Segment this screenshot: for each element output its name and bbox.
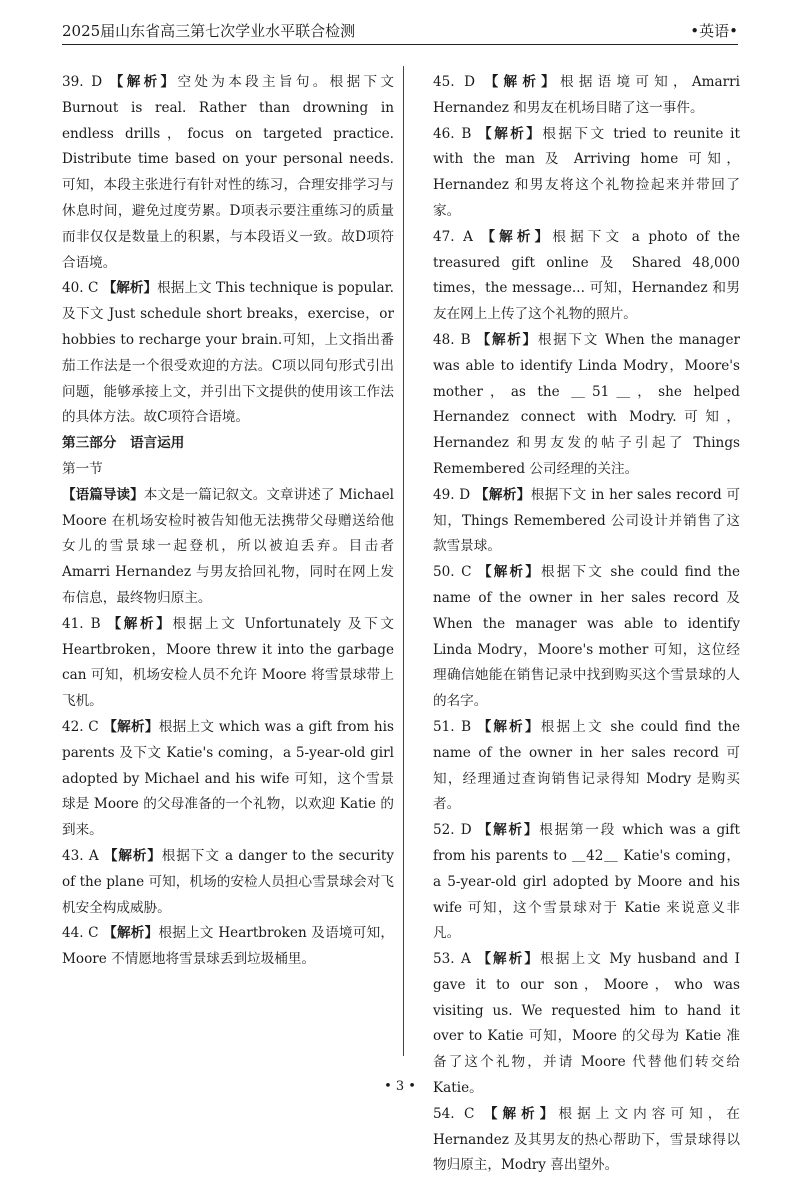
answer-entry-44: 44. C 【解析】根据上文 Heartbroken 及语境可知，Moore 不情愿地将雪景球丢到垃圾桶里。 (62, 925, 394, 968)
right-column (433, 70, 740, 1179)
column-divider (403, 66, 404, 1056)
answer-entry-47: 47. A 【解析】根据下文 a photo of the treasured gift online 及 Shared 48,000 times，the message... 可知，Hernandez 和男友在网上上传了这个礼物的照片。 (433, 228, 741, 323)
page-header (62, 18, 738, 45)
exam-title: 2025届山东省高三第七次学业水平联合检测 (62, 22, 356, 40)
answer-entry-39: 39. D 【解析】空处为本段主旨句。根据下文 Burnout is real. Rather than drowning in endless drills，focus on targeted practice. Distribute time based on your personal needs.可知，本段主张进行有针对性的练习，合理安排学习与休息时间，避免过度劳累。D项表示要注重练习的质量而非仅仅是数量上的积累，与本段语义一致。故D项符合语境。 (62, 74, 394, 271)
answer-entry-46: 46. B 【解析】根据下文 tried to reunite it with the man 及 Arriving home 可知，Hernandez 和男友将这个礼物捡起来并带回了家。 (433, 125, 740, 219)
answer-entry-43: 43. A 【解析】根据下文 a danger to the security of the plane 可知，机场的安检人员担心雪景球会对飞机安全构成威胁。 (62, 847, 394, 916)
answer-entry-41: 41. B 【解析】根据上文 Unfortunately 及下文 Heartbroken，Moore threw it into the garbage can 可知，机场安检人员不允许 Moore 将雪景球带上飞机。 (62, 615, 394, 710)
answer-entry-49: 49. D 【解析】根据下文 in her sales record 可知，Things Remembered 公司设计并销售了这款雪景球。 (433, 486, 741, 555)
answer-entry-48: 48. B 【解析】根据下文 When the manager was able to identify Linda Modry，Moore's mother，as the ＿51＿，she helped Hernandez connect with Modry.可知，Hernandez 和男友发的帖子引起了 Things Remembered 公司经理的关注。 (433, 331, 740, 477)
answer-entry-52: 52. D 【解析】根据第一段 which was a gift from his parents to ＿42＿ Katie's coming，a 5-year-old girl adopted by Moore and his wife 可知，这个雪景球对于 Katie 来说意义非凡。 (433, 822, 740, 942)
answer-entry-40: 40. C 【解析】根据上文 This technique is popular.及下文 Just schedule short breaks，exercise，or hobbies to recharge your brain.可知，上文指出番茄工作法是一个很受欢迎的方法。C项以同句形式引出问题，能够承接上文，并引出下文提供的使用该工作法的具体方法。故C项符合语境。 (62, 280, 394, 426)
answer-entry-54: 54. C 【解析】根据上文内容可知，在 Hernandez 及其男友的热心帮助下，雪景球得以物归原主，Modry 喜出望外。 (433, 1105, 741, 1174)
sub-section-title: 第一节 (62, 460, 103, 477)
passage-intro: 【语篇导读】本文是一篇记叙文。文章讲述了 Michael Moore 在机场安检时被告知他无法携带父母赠送给他女儿的雪景球一起登机，所以被迫丢弃。目击者 Amarri Hernandez 与男友拾回礼物，同时在网上发布信息，最终物归原主。 (62, 486, 395, 606)
left-column (62, 70, 394, 973)
answer-entry-53: 53. A 【解析】根据上文 My husband and I gave it to our son，Moore，who was visiting us. We requested him to hand it over to Katie 可知，Moore 的父母为 Katie 准备了这个礼物，并请 Moore 代替他们转交给 Katie。 (433, 951, 741, 1097)
answer-entry-50: 50. C 【解析】根据下文 she could find the name of the owner in her sales record 及 When the manager was able to identify Linda Modry，Moore's mother 可知，这位经理确信她能在销售记录中找到购买这个雪景球的人的名字。 (433, 564, 740, 710)
answer-entry-51: 51. B 【解析】根据上文 she could find the name of the owner in her sales record 可知，经理通过查询销售记录得知 Modry 是购买者。 (433, 718, 741, 813)
answer-entry-45: 45. D 【解析】根据语境可知，Amarri Hernandez 和男友在机场目睹了这一事件。 (433, 74, 741, 116)
section-title: 第三部分 语言运用 (62, 435, 185, 452)
page-number: • 3 • (384, 1079, 416, 1094)
subject-label: •英语• (690, 22, 738, 40)
answer-entry-42: 42. C 【解析】根据上文 which was a gift from his parents 及下文 Katie's coming，a 5-year-old girl adopted by Michael and his wife 可知，这个雪景球是 Moore 的父母准备的一个礼物，以欢迎 Katie 的到来。 (62, 718, 394, 839)
